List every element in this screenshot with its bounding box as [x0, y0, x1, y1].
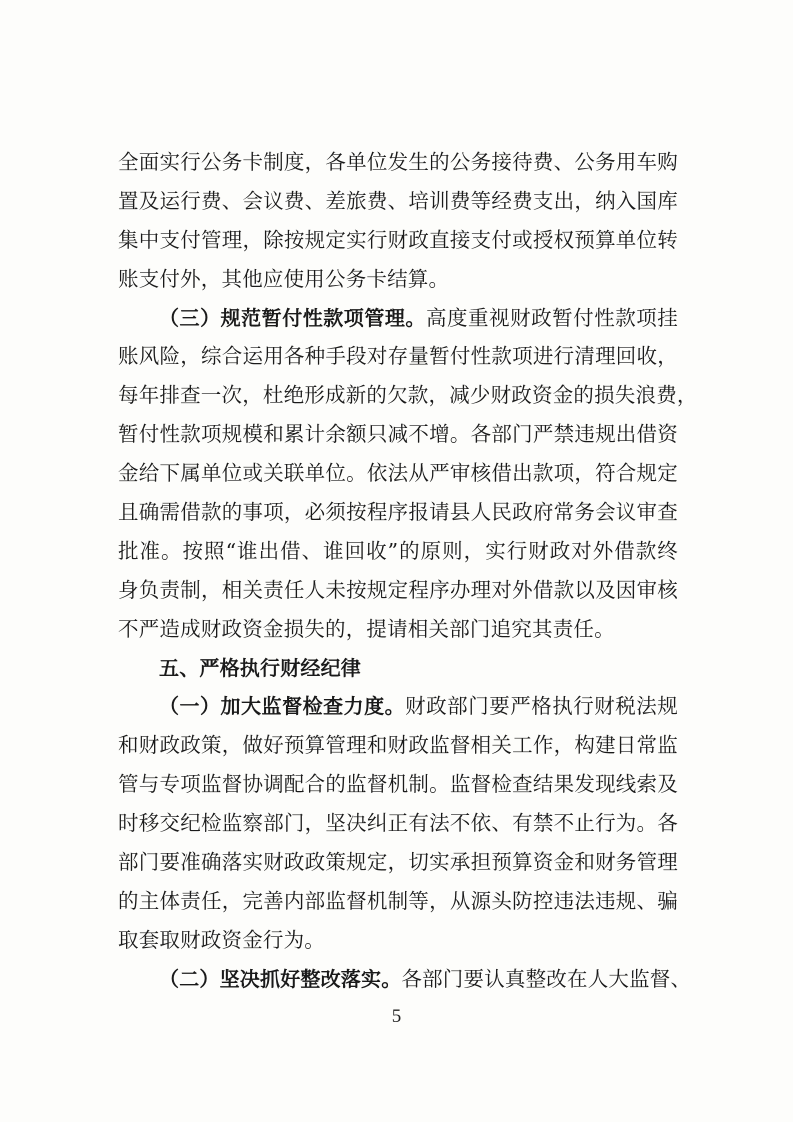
- section-5-1-lead-text: 财政部门要严格执行财税法规: [405, 694, 678, 719]
- section-3-first-line: [118, 299, 678, 338]
- text-line: 暂付性款项规模和累计余额只减不增。各部门严禁违规出借资: [118, 422, 678, 447]
- page-number: 5: [391, 1006, 402, 1027]
- text-line: 身负责制，相关责任人未按规定程序办理对外借款以及因审核: [118, 577, 678, 602]
- section-3-lead-text: 高度重视财政暂付性款项挂: [425, 305, 678, 330]
- text-line: 的主体责任，完善内部监督机制等，从源头防控违法违规、骗: [118, 888, 678, 913]
- text-line: 全面实行公务卡制度，各单位发生的公务接待费、公务用车购: [118, 150, 678, 174]
- section-3-heading: （三）规范暂付性款项管理。: [159, 305, 426, 330]
- section-5-2-first-line: [118, 960, 692, 999]
- text-line: 时移交纪检监察部门，坚决纠正有法不依、有禁不止行为。各: [118, 811, 678, 836]
- text-line: 集中支付管理，除按规定实行财政直接支付或授权预算单位转: [118, 227, 678, 252]
- text-line: 且确需借款的事项，必须按程序报请县人民政府常务会议审查: [118, 500, 678, 525]
- text-line: 不严造成财政资金损失的，提请相关部门追究其责任。: [118, 616, 615, 641]
- text-line: 管与专项监督协调配合的监督机制。监督检查结果发现线索及: [118, 772, 678, 797]
- text-line: 账支付外，其他应使用公务卡结算。: [118, 266, 450, 291]
- document-body: [118, 143, 698, 999]
- text-line: 金给下属单位或关联单位。依法从严审核借出款项，符合规定: [118, 461, 678, 486]
- section-5-2-lead-text: 各部门要认真整改在人大监督、: [401, 966, 692, 991]
- text-line: 和财政政策，做好预算管理和财政监督相关工作，构建日常监: [118, 733, 678, 758]
- section-5-2-heading: （二）坚决抓好整改落实。: [159, 966, 402, 991]
- text-line: 置及运行费、会议费、差旅费、培训费等经费支出，纳入国库: [118, 188, 678, 213]
- text-line: 批准。按照“谁出借、谁回收”的原则，实行财政对外借款终: [118, 538, 678, 563]
- chapter-5-heading: 五、严格执行财经纪律: [159, 655, 361, 680]
- text-line: 每年排查一次，杜绝形成新的欠款，减少财政资金的损失浪费，: [118, 383, 698, 408]
- text-line: 取套取财政资金行为。: [118, 927, 325, 952]
- section-5-1-first-line: [118, 687, 678, 726]
- text-line: 部门要准确落实财政政策规定，切实承担预算资金和财务管理: [118, 850, 678, 875]
- section-5-1-heading: （一）加大监督检查力度。: [159, 694, 406, 719]
- text-line: 账风险，综合运用各种手段对存量暂付性款项进行清理回收，: [118, 344, 678, 369]
